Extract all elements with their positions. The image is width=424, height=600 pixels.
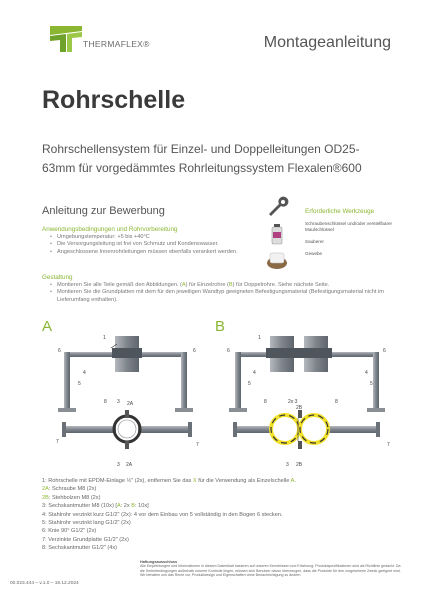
- list-item: • Montieren Sie die Grundplatten mit dem für den jeweiligen Wandtyp geeigneten Befestigungsmaterial (Befestigungsmaterial nicht im Lieferumfang enthalten).: [50, 289, 385, 304]
- callout-5: 5: [78, 381, 81, 387]
- page-title: Rohrschelle: [42, 86, 186, 114]
- legend-row: 5: Stahlrohr verzinkt lang G1/2" (2x): [42, 520, 131, 527]
- legend-row: 2B: Stehbolzen M8 (2x): [42, 494, 101, 501]
- assembly-diagrams: [0, 318, 424, 478]
- cleaner-bottle-icon: [265, 223, 289, 245]
- legend-row: 1: Rohrschelle mit EPDM-Einlage ½" (2x), entfernen Sie das X für die Verwendung als Einzelschelle A.: [42, 478, 296, 484]
- diagram-label-a: A: [42, 318, 53, 335]
- callout-7: 7: [56, 439, 59, 445]
- callout-8: 8: [104, 399, 107, 405]
- design-list: [50, 282, 385, 304]
- callout-7: 7: [196, 442, 199, 448]
- usage-heading: Anwendungsbedingungen und Rohrvorbereitung: [42, 226, 178, 233]
- diagram-drawing: [0, 318, 424, 478]
- list-item: • Angeschlossene Innenrohrleitungen müssen ebenfalls verankert werden.: [50, 249, 385, 256]
- tool-label: Gewebe: [305, 251, 323, 256]
- document-id: 00.023.444 – v.1.0 – 19.12.2024: [10, 581, 79, 586]
- callout-3: 3: [117, 399, 120, 405]
- legend-row: 8: Sechskantmutter G1/2" (4x): [42, 545, 118, 552]
- list-item: • Die Versorgungsleitung ist frei von Schmutz und Kondenswasser.: [50, 241, 385, 248]
- design-heading: Gestaltung: [42, 274, 73, 281]
- callout-6: 6: [227, 348, 230, 354]
- legend-row: 7: Verzinkte Grundplatte G1/2" (2x): [42, 536, 129, 543]
- callout-6: 6: [383, 348, 386, 354]
- liability-text: Alle Empfehlungen und Informationen in diesem Datenblatt basieren auf unseren Kenntnissen und Erfahrung. Produktspezifikationen sind als Richtlinie gedacht. Da die Serienbedingungen außerhalb unserer Kontrolle liegen, müssen sich Benutzer davon überzeugen, dass die Produkte für den vorgesehene Zweck geeignet sind. Wir behalten uns das Recht vor, Produktdesign und Eigenschaften ohne Benachrichtigung zu ändern.: [140, 564, 401, 578]
- tool-label: Sauberer: [305, 239, 324, 244]
- callout-2a: 2A: [127, 401, 134, 407]
- callout-2b: 2B: [296, 462, 303, 468]
- legend-row: 3: Sechskantmutter M8 (10x) [A: 2x B: 10x]: [42, 503, 149, 510]
- callout-2b: 2B: [296, 405, 303, 411]
- legend-row: 6: Knie 90° G1/2" (2x): [42, 528, 97, 535]
- wrench-icon: [265, 196, 289, 218]
- legend-row: 2A: Schraube M8 (2x): [42, 486, 97, 493]
- list-item: • Umgebungstemperatur: +5 bis +40°C: [50, 234, 385, 241]
- section-title: Anleitung zur Bewerbung: [42, 205, 165, 217]
- callout-2a: 2A: [126, 462, 133, 468]
- callout-2x3: 2x 3: [288, 399, 298, 405]
- tools-title: Erforderliche Werkzeuge: [305, 208, 375, 215]
- subtitle-line: 63mm für vorgedämmtes Rohrleitungssystem Flexalen®600: [42, 161, 362, 175]
- callout-8: 8: [264, 399, 267, 405]
- legend-row: 4: Stahlrohr verzinkt kurz G1/2" (2x): 4 vor dem Einbau von 5 vollständig in den Bogen 6 stecken.: [42, 511, 283, 518]
- callout-7: 7: [387, 442, 390, 448]
- brand-name: THERMAFLEX®: [83, 39, 150, 49]
- callout-4: 4: [365, 370, 368, 376]
- callout-1: 1: [103, 335, 106, 341]
- callout-5: 5: [370, 381, 373, 387]
- diagram-b-top: [233, 410, 380, 449]
- callout-3: 3: [286, 462, 289, 468]
- diagram-label-b: B: [215, 318, 226, 335]
- list-item: • Montieren Sie alle Teile gemäß den Abbildungen. (A) für Einzelrohre (B) für Doppelrohre. Siehe nächste Seite.: [50, 282, 385, 289]
- callout-3: 3: [117, 462, 120, 468]
- liability-title: Haftungsausschluss: [140, 560, 178, 564]
- callout-6: 6: [58, 348, 61, 354]
- diagram-a-top: [62, 410, 192, 449]
- thermaflex-logo-icon: [50, 26, 82, 52]
- callout-4: 4: [83, 370, 86, 376]
- tool-label: Schraubenschlüssel und/oder verstellbarer Maulschlüssel: [305, 221, 393, 232]
- liability-disclaimer: [140, 560, 405, 578]
- callout-6: 6: [193, 348, 196, 354]
- diagram-a-front: [58, 336, 193, 412]
- cloth-icon: [265, 248, 289, 270]
- subtitle: [42, 140, 392, 178]
- subtitle-line: Rohrschellensystem für Einzel- und Doppelleitungen OD25-: [42, 142, 360, 156]
- callout-4: 4: [253, 370, 256, 376]
- header: [0, 0, 424, 70]
- parts-legend: [42, 477, 382, 553]
- tools-box: [265, 196, 415, 276]
- callout-5: 5: [248, 381, 251, 387]
- callout-1: 1: [258, 335, 261, 341]
- callout-8: 8: [335, 399, 338, 405]
- doc-type: Montageanleitung: [263, 34, 391, 51]
